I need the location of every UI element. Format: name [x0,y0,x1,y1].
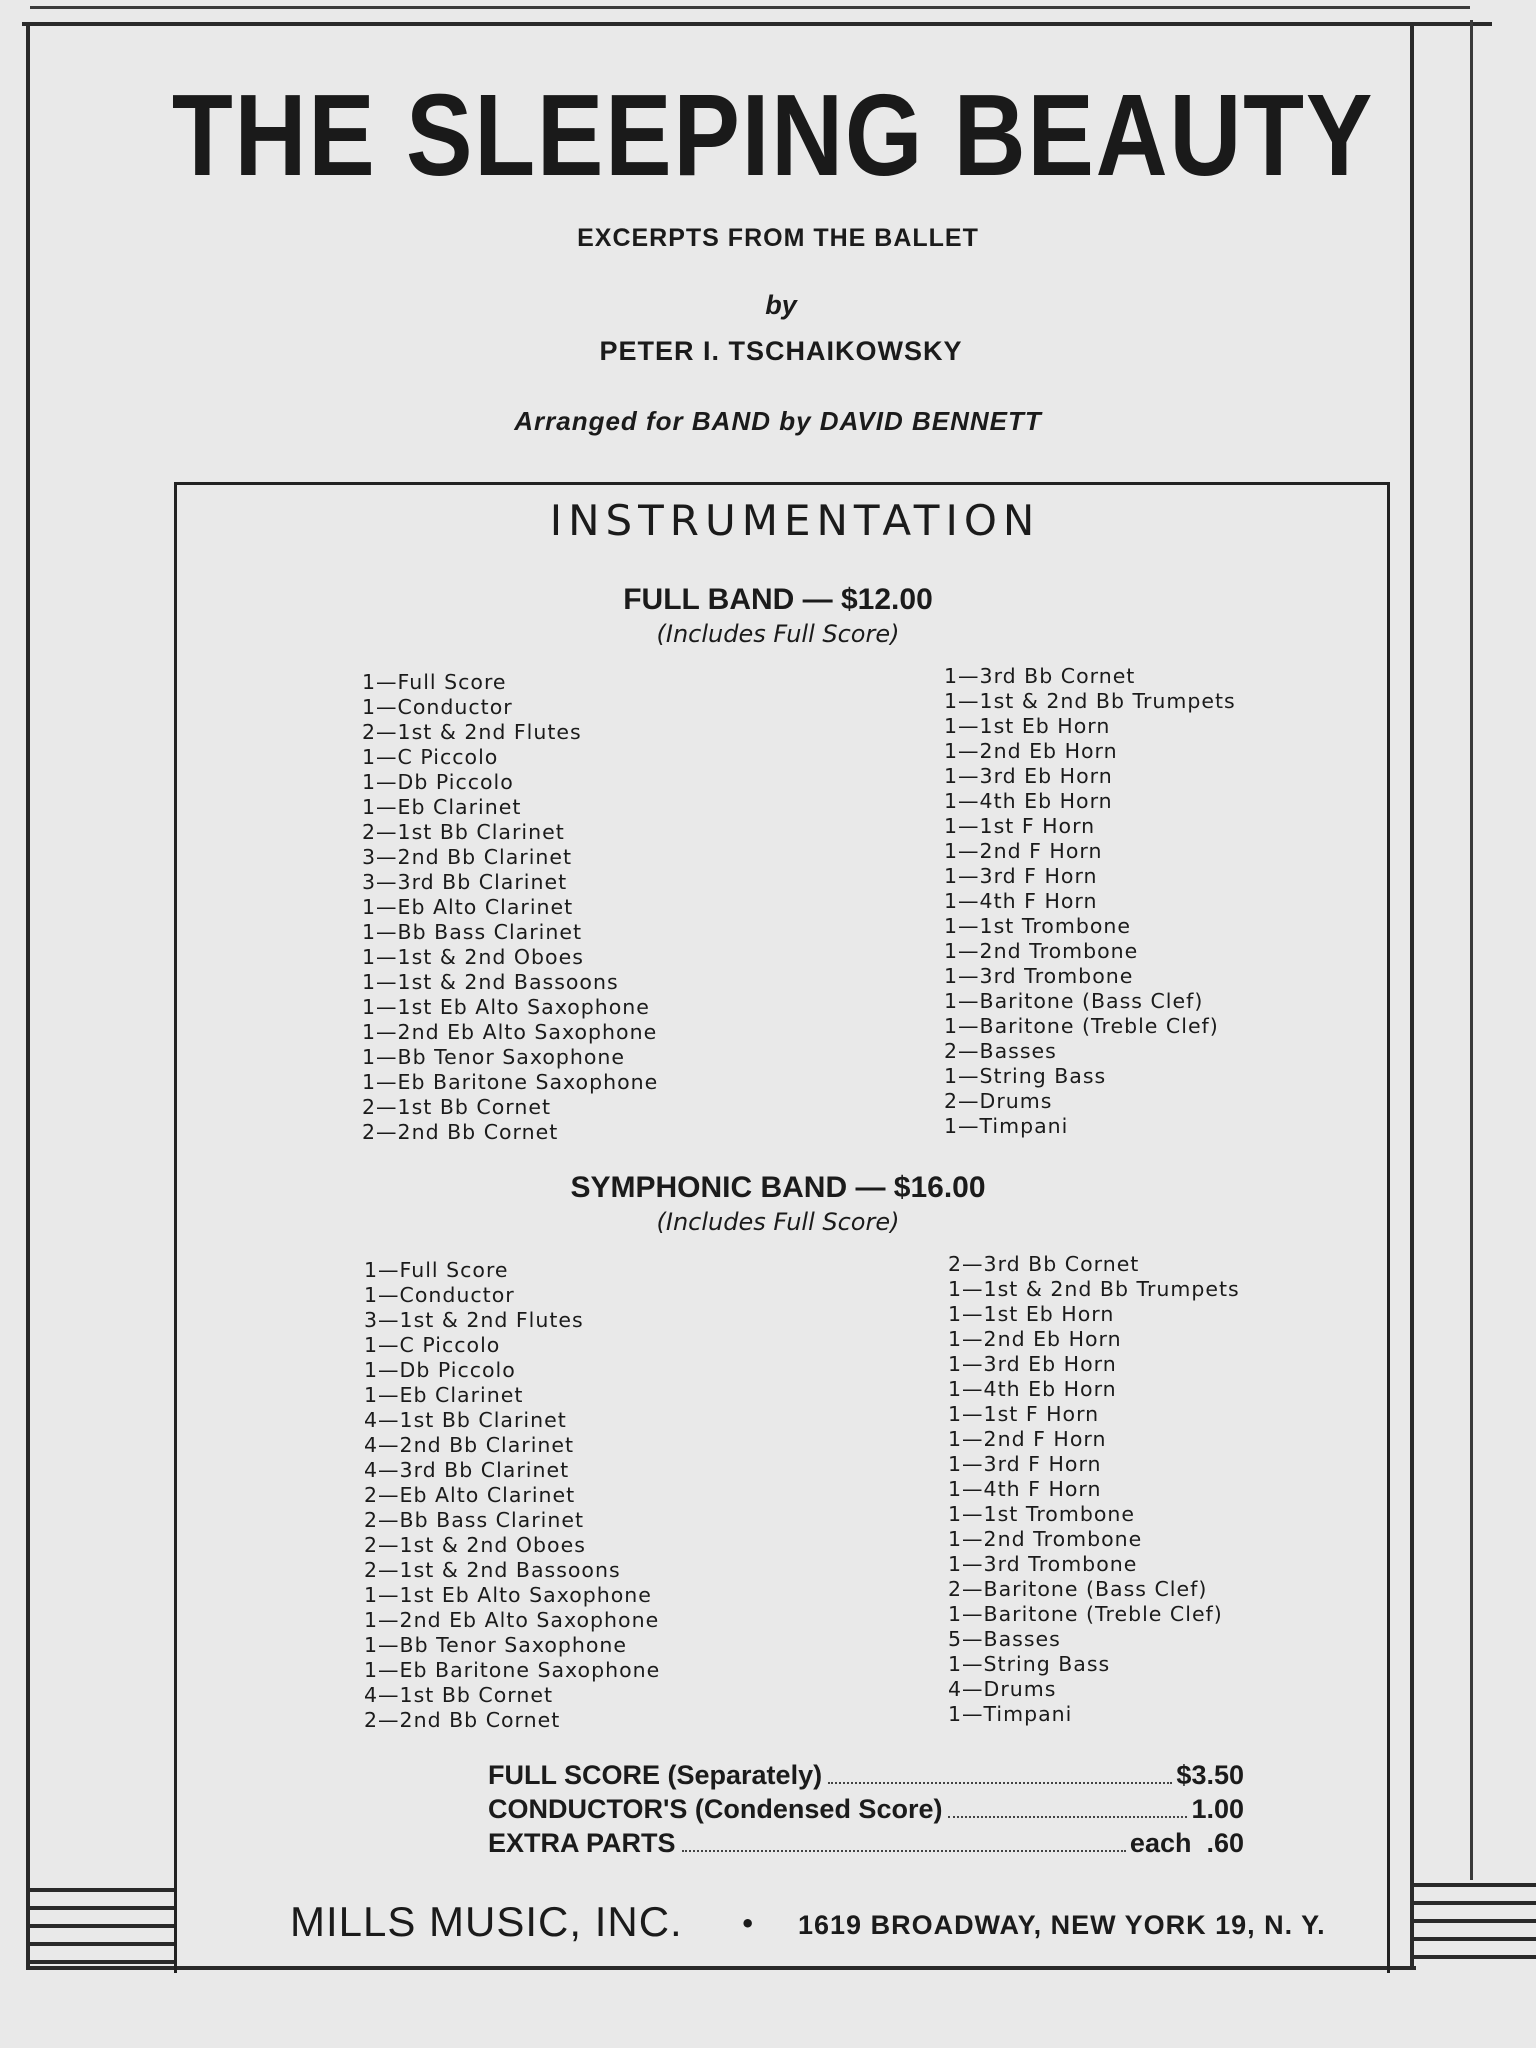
part-item: 3—2nd Bb Clarinet [362,845,573,869]
composer-name: PETER I. TSCHAIKOWSKY [599,336,963,366]
part-item: 1—1st Eb Horn [944,714,1111,738]
part-item: 2—1st Bb Clarinet [362,820,565,844]
arranger-credit: Arranged for BAND by DAVID BENNETT [514,406,1042,436]
price-row [488,1760,1244,1794]
part-item: 1—Baritone (Treble Clef) [948,1602,1223,1626]
part-item: 2—3rd Bb Cornet [948,1252,1140,1276]
part-item: 2—1st & 2nd Flutes [362,720,582,744]
part-item: 1—2nd Eb Horn [944,739,1118,763]
part-item: 1—4th Eb Horn [944,789,1113,813]
part-item: 5—Basses [948,1627,1061,1651]
price-row [488,1828,1244,1862]
price-amount: each .60 [1129,1828,1244,1858]
part-item: 1—Timpani [944,1114,1069,1138]
part-item: 1—2nd F Horn [944,839,1103,863]
part-item: 1—2nd Eb Alto Saxophone [362,1020,658,1044]
part-item: 2—1st & 2nd Bassoons [364,1558,621,1582]
symphonic-band-parts-right [948,1252,1240,1727]
dot-leader [828,1782,1172,1784]
part-item: 1—3rd Bb Cornet [944,664,1136,688]
price-label: CONDUCTOR'S (Condensed Score) [488,1794,943,1824]
part-item: 1—2nd F Horn [948,1427,1107,1451]
part-item: 4—2nd Bb Clarinet [364,1433,575,1457]
price-amount: $3.50 [1176,1760,1244,1790]
dot-leader [948,1816,1187,1818]
publisher-address: 1619 BROADWAY, NEW YORK 19, N. Y. [798,1910,1326,1940]
bullet-separator: • [740,1910,756,1938]
part-item: 1—Bb Bass Clarinet [362,920,582,944]
part-item: 1—C Piccolo [364,1333,501,1357]
part-item: 1—2nd Eb Alto Saxophone [364,1608,660,1632]
part-item: 1—1st & 2nd Oboes [362,945,584,969]
part-item: 1—3rd F Horn [944,864,1098,888]
full-band-title: FULL BAND — $12.00 [623,583,933,616]
part-item: 1—1st Trombone [944,914,1131,938]
part-item: 1—Eb Baritone Saxophone [362,1070,659,1094]
part-item: 1—1st Eb Horn [948,1302,1115,1326]
part-item: 2—Baritone (Bass Clef) [948,1577,1208,1601]
page-title: THE SLEEPING BEAUTY [171,70,1375,200]
price-label: EXTRA PARTS [488,1828,676,1858]
part-item: 1—3rd Trombone [944,964,1134,988]
part-item: 2—Bb Bass Clarinet [364,1508,584,1532]
part-item: 1—Full Score [364,1258,509,1282]
part-item: 1—Eb Alto Clarinet [362,895,574,919]
symphonic-band-note: (Includes Full Score) [656,1208,900,1236]
part-item: 1—C Piccolo [362,745,499,769]
price-label: FULL SCORE (Separately) [488,1760,823,1790]
part-item: 3—3rd Bb Clarinet [362,870,568,894]
part-item: 1—Full Score [362,670,507,694]
decorative-stripes [1412,1883,1536,1973]
part-item: 4—1st Bb Clarinet [364,1408,567,1432]
part-item: 1—4th F Horn [948,1477,1102,1501]
part-item: 2—2nd Bb Cornet [364,1708,561,1732]
by-line: by [765,290,797,320]
price-list [488,1760,1244,1862]
part-item: 2—Eb Alto Clarinet [364,1483,576,1507]
part-item: 2—1st & 2nd Oboes [364,1533,586,1557]
publisher-name: MILLS MUSIC, INC. [290,1898,683,1945]
part-item: 1—1st & 2nd Bb Trumpets [944,689,1236,713]
decorative-stripes [28,1888,176,1978]
part-item: 1—4th Eb Horn [948,1377,1117,1401]
part-item: 1—3rd F Horn [948,1452,1102,1476]
instrumentation-heading: INSTRUMENTATION [549,496,1041,545]
subtitle: EXCERPTS FROM THE BALLET [577,224,979,252]
dot-leader [682,1850,1126,1852]
part-item: 1—String Bass [944,1064,1107,1088]
part-item: 1—2nd Eb Horn [948,1327,1122,1351]
part-item: 1—3rd Eb Horn [944,764,1113,788]
part-item: 2—Basses [944,1039,1057,1063]
part-item: 2—Drums [944,1089,1053,1113]
part-item: 1—1st Eb Alto Saxophone [362,995,650,1019]
part-item: 1—1st F Horn [944,814,1096,838]
part-item: 1—Eb Clarinet [364,1383,524,1407]
frame-line [30,6,1470,9]
part-item: 2—2nd Bb Cornet [362,1120,559,1144]
part-item: 1—Conductor [364,1283,515,1307]
part-item: 4—Drums [948,1677,1057,1701]
part-item: 1—1st & 2nd Bassoons [362,970,619,994]
frame-line [22,22,1492,26]
part-item: 1—Conductor [362,695,513,719]
symphonic-band-parts-left [364,1258,660,1733]
part-item: 1—Eb Clarinet [362,795,522,819]
part-item: 1—2nd Trombone [944,939,1139,963]
part-item: 1—3rd Trombone [948,1552,1138,1576]
part-item: 4—1st Bb Cornet [364,1683,553,1707]
part-item: 1—1st F Horn [948,1402,1100,1426]
part-item: 4—3rd Bb Clarinet [364,1458,570,1482]
part-item: 1—Bb Tenor Saxophone [362,1045,626,1069]
full-band-parts-left [362,670,658,1145]
part-item: 1—String Bass [948,1652,1111,1676]
price-amount: 1.00 [1191,1794,1244,1824]
price-row [488,1794,1244,1828]
part-item: 3—1st & 2nd Flutes [364,1308,584,1332]
full-band-parts-right [944,664,1236,1139]
symphonic-band-title: SYMPHONIC BAND — $16.00 [570,1171,986,1204]
full-band-note: (Includes Full Score) [656,620,900,648]
part-item: 1—1st Trombone [948,1502,1135,1526]
part-item: 1—Db Piccolo [364,1358,516,1382]
part-item: 1—4th F Horn [944,889,1098,913]
part-item: 1—Eb Baritone Saxophone [364,1658,661,1682]
part-item: 1—Baritone (Bass Clef) [944,989,1204,1013]
part-item: 1—Baritone (Treble Clef) [944,1014,1219,1038]
part-item: 1—1st & 2nd Bb Trumpets [948,1277,1240,1301]
part-item: 1—3rd Eb Horn [948,1352,1117,1376]
part-item: 1—Timpani [948,1702,1073,1726]
part-item: 1—Db Piccolo [362,770,514,794]
part-item: 1—2nd Trombone [948,1527,1143,1551]
part-item: 1—Bb Tenor Saxophone [364,1633,628,1657]
part-item: 2—1st Bb Cornet [362,1095,551,1119]
part-item: 1—1st Eb Alto Saxophone [364,1583,652,1607]
